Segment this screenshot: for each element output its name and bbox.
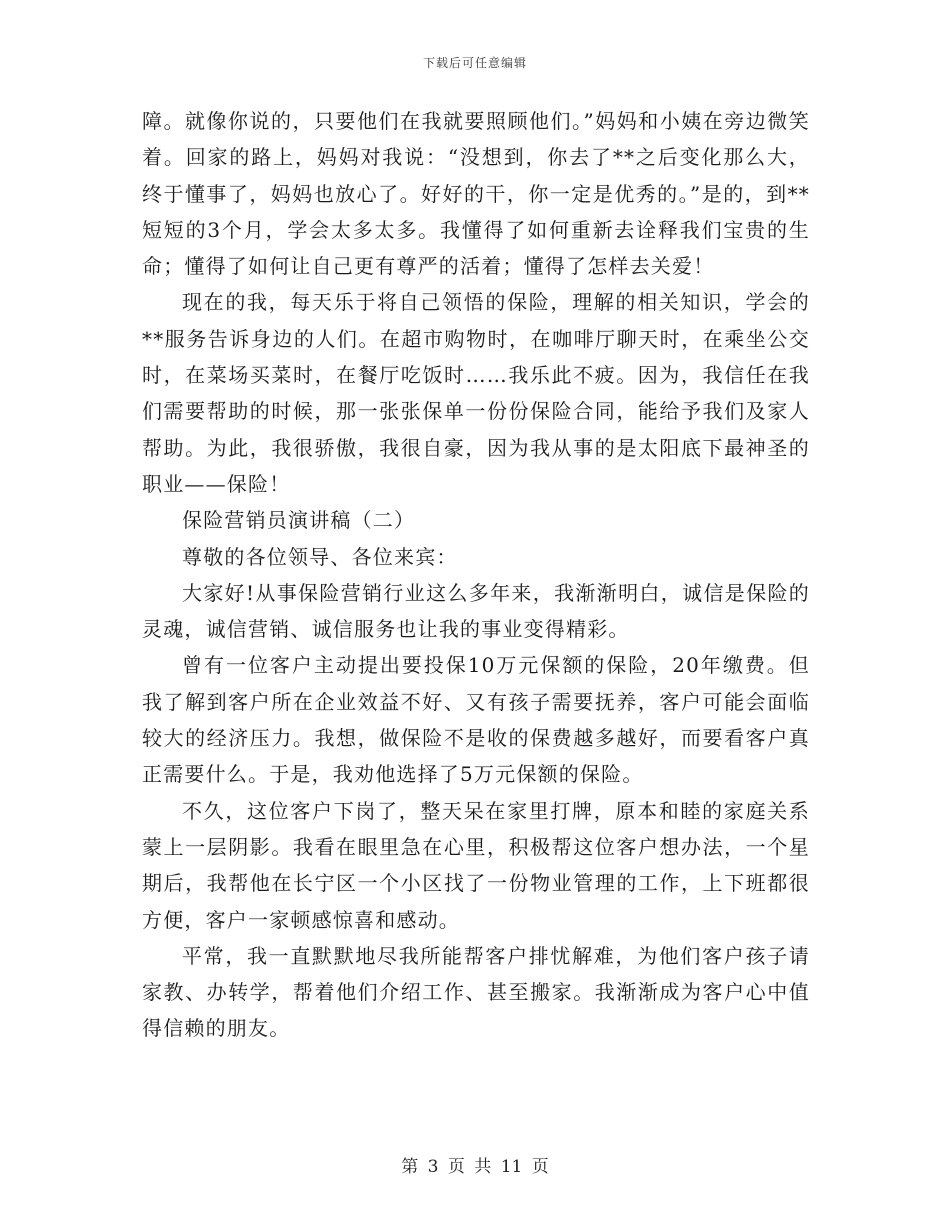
paragraph: 曾有一位客户主动提出要投保10万元保额的保险，20年缴费。但我了解到客户所在企业效益不好、又有孩子需要抚养，客户可能会面临较大的经济压力。我想，做保险不是收的保费越多越好，而要看客户真正需要什么。于是，我劝他选择了5万元保额的保险。	[142, 653, 810, 787]
page-number: 第 3 页 共 11 页	[401, 1157, 549, 1177]
document-body	[142, 103, 810, 1047]
paragraph: 现在的我，每天乐于将自己领悟的保险，理解的相关知识，学会的**服务告诉身边的人们。在超市购物时，在咖啡厅聊天时，在乘坐公交时，在菜场买菜时，在餐厅吃饭时……我乐此不疲。因为，我信任在我们需要帮助的时候，那一张张保单一份份保险合同，能给予我们及家人帮助。为此，我很骄傲，我很自豪，因为我从事的是太阳底下最神圣的职业——保险！	[142, 290, 810, 496]
paragraph: 不久，这位客户下岗了，整天呆在家里打牌，原本和睦的家庭关系蒙上一层阴影。我看在眼里急在心里，积极帮这位客户想办法，一个星期后，我帮他在长宁区一个小区找了一份物业管理的工作，上下班都很方便，客户一家顿感惊喜和感动。	[142, 798, 810, 932]
salutation: 尊敬的各位领导、各位来宾：	[182, 544, 458, 569]
page-header: 下载后可任意编辑	[422, 56, 527, 70]
paragraph: 大家好!从事保险营销行业这么多年来，我渐渐明白，诚信是保险的灵魂，诚信营销、诚信服务也让我的事业变得精彩。	[142, 580, 810, 642]
paragraph: 平常，我一直默默地尽我所能帮客户排忧解难，为他们客户孩子请家教、办转学，帮着他们介绍工作、甚至搬家。我渐渐成为客户心中值得信赖的朋友。	[142, 943, 810, 1041]
section-title: 保险营销员演讲稿（二）	[182, 508, 416, 533]
paragraph: 障。就像你说的，只要他们在我就要照顾他们。”妈妈和小姨在旁边微笑着。回家的路上，妈妈对我说：“没想到，你去了**之后变化那么大，终于懂事了，妈妈也放心了。好好的干，你一定是优秀的。”是的，到**短短的3个月，学会太多太多。我懂得了如何重新去诠释我们宝贵的生命；懂得了如何让自己更有尊严的活着；懂得了怎样去关爱！	[142, 109, 810, 279]
